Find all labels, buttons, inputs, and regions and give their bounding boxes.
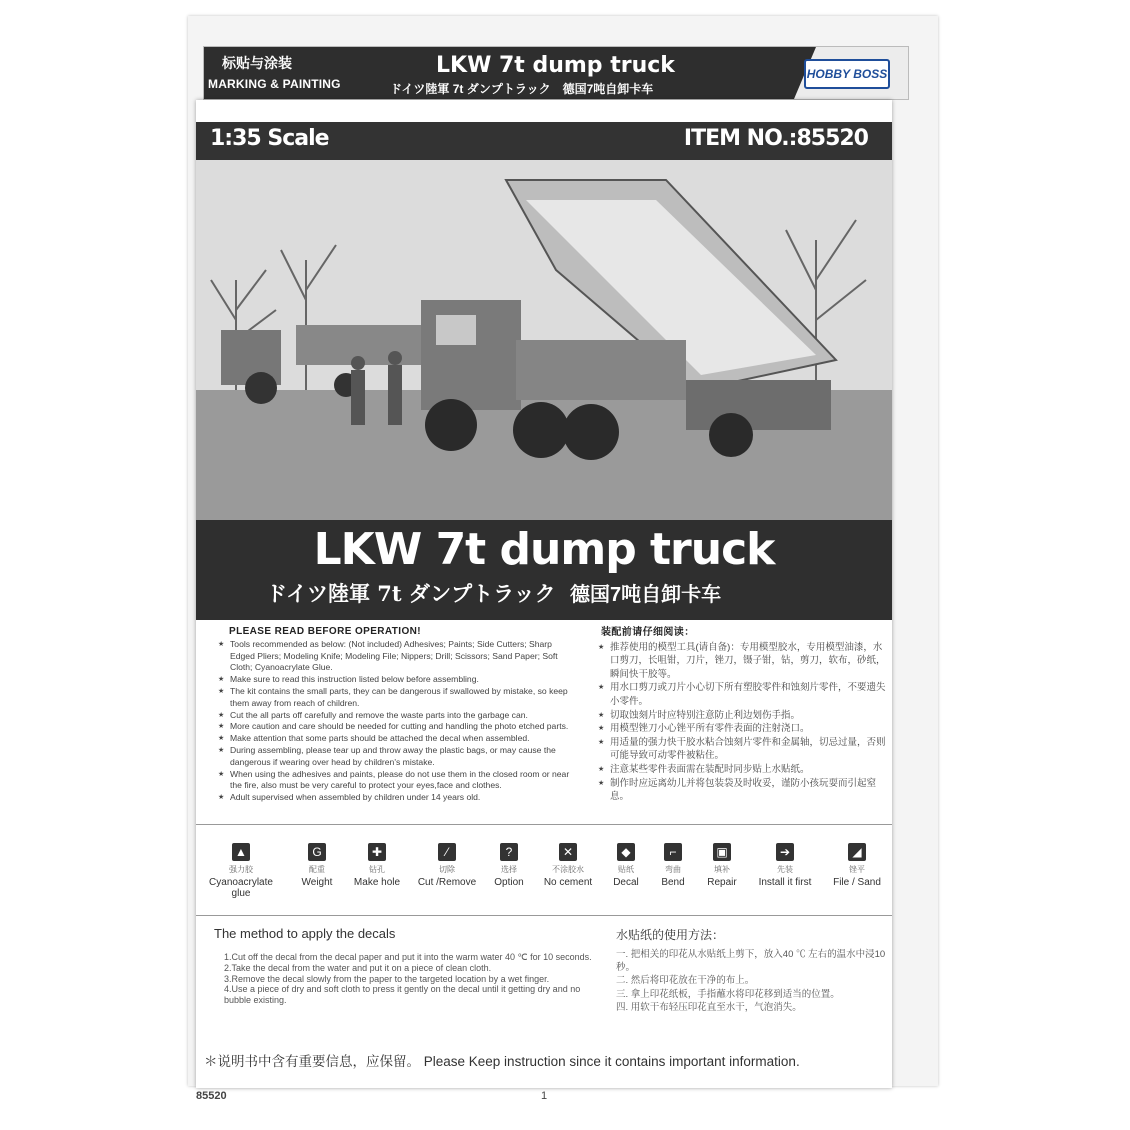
symbol-label-cn: 强力胶 <box>229 865 253 874</box>
symbol-cut-remove <box>412 843 482 888</box>
decal-step-cn: 一. 把相关的印花从水贴纸上剪下，放入40 ℃ 左右的温水中浸10秒。 <box>616 949 886 974</box>
brand-logo: HOBBY BOSS <box>804 59 890 89</box>
scale-bar <box>196 122 892 160</box>
decal-instructions <box>214 926 884 1036</box>
repair-icon: ▣ <box>713 843 731 861</box>
operation-item-cn: ★ 用模型锉刀小心锉平所有零件表面的注射浇口。 <box>596 722 886 736</box>
decal-steps-cn <box>616 948 886 1014</box>
symbol-label-en: Bend <box>661 877 685 888</box>
important-note: ＊说明书中含有重要信息，应保留。 Please Keep instruction since it contains important information. <box>204 1054 800 1069</box>
symbol-label-en: Repair <box>707 877 737 888</box>
subtitle-jp: ドイツ陸軍 7t ダンプトラック <box>266 581 556 606</box>
symbol-label-en: Weight <box>301 877 333 888</box>
symbol-label-en: Install it first <box>758 877 812 888</box>
symbol-repair <box>687 843 757 888</box>
operation-heading-en: PLEASE READ BEFORE OPERATION! <box>229 626 421 637</box>
symbol-label-en: No cement <box>543 877 593 888</box>
symbol-label-en: Make hole <box>353 877 401 888</box>
operation-item: ★ Make attention that some parts should be attached the decal when assembled. <box>216 733 576 745</box>
symbol-label-en: Decal <box>613 877 639 888</box>
operation-item: ★ During assembling, please tear up and throw away the plastic bags, or may cause the dangerous if wearing over head by children's mistake. <box>216 745 576 769</box>
bend-icon: ⌐ <box>664 843 682 861</box>
no-cement-icon: ✕ <box>559 843 577 861</box>
footer-page-number: 1 <box>541 1090 548 1102</box>
option-icon: ? <box>500 843 518 861</box>
decal-step: 1.Cut off the decal from the decal paper and put it into the warm water 40 ℃ for 10 seconds. <box>224 952 592 962</box>
operation-item-cn: ★ 用水口剪刀或刀片小心切下所有塑胶零件和蚀刻片零件，不要遗失小零件。 <box>596 681 886 708</box>
symbol-make-hole <box>342 843 412 888</box>
symbol-label-cn: 钻孔 <box>369 865 385 874</box>
decal-heading-en: The method to apply the decals <box>214 926 396 941</box>
title-band <box>196 520 892 620</box>
symbol-label-cn: 配重 <box>309 865 325 874</box>
decal-step: 3.Remove the decal slowly from the paper to the targeted location by a wet finger. <box>224 973 550 984</box>
weight-icon: G <box>308 843 326 861</box>
symbol-file-sand <box>822 843 892 888</box>
operation-item-cn: ★ 用适量的强力快干胶水粘合蚀刻片零件和金属轴，切忌过量，否则可能导致可动零件被粘住。 <box>596 736 886 763</box>
subtitle-cn: 德国7吨自卸卡车 <box>570 584 722 606</box>
operation-item-cn: ★ 切取蚀刻片时应特别注意防止利边划伤手指。 <box>596 709 886 723</box>
back-title: LKW 7t dump truck <box>436 53 675 78</box>
item-number: ITEM NO.:85520 <box>683 126 868 151</box>
operation-item-cn: ★ 制作时应远离幼儿并将包装袋及时收妥，谨防小孩玩耍而引起窒息。 <box>596 777 886 804</box>
symbol-label-cn: 填补 <box>714 865 730 874</box>
install-first-icon: ➔ <box>776 843 794 861</box>
marking-label-en: MARKING & PAINTING <box>208 77 341 91</box>
glue-bottle-icon: ▲ <box>232 843 250 861</box>
symbol-label-en: Cyanoacrylate glue <box>209 877 273 899</box>
operation-item: ★ When using the adhesives and paints, please do not use them in the closed room or near the fire, also must be very careful to protect your eyes,face and clothes. <box>216 769 576 793</box>
marking-label-cn: 标贴与涂装 <box>222 55 292 71</box>
symbol-label-cn: 贴纸 <box>618 865 634 874</box>
cut-icon: ⁄ <box>438 843 456 861</box>
symbol-install-first <box>750 843 820 888</box>
back-sheet-header <box>203 46 909 100</box>
instruction-page <box>196 100 892 1088</box>
operation-item: ★ Make sure to read this instruction listed below before assembling. <box>216 674 576 686</box>
operation-item-cn: ★ 注意某些零件表面需在装配时同步贴上水贴纸。 <box>596 763 886 777</box>
symbol-cyanoacrylate-glue <box>206 843 276 899</box>
decal-step: 4.Use a piece of dry and soft cloth to press it gently on the decal until it getting dry and no bubble existing. <box>224 984 581 1006</box>
operation-notes <box>216 626 886 826</box>
back-subtitle: ドイツ陸軍 7t ダンプトラック 德国7吨自卸卡车 <box>390 82 654 96</box>
symbol-label-cn: 弯曲 <box>665 865 681 874</box>
decal-icon: ◆ <box>617 843 635 861</box>
operation-heading-cn: 装配前请仔细阅读： <box>601 627 695 638</box>
operation-item-cn: ★ 推荐使用的模型工具(请自备)：专用模型胶水，专用模型油漆，水口剪刀，长咀钳，刀片，锉刀，镊子钳，钻，剪刀，软布，砂纸，瞬间快干胶等。 <box>596 641 886 682</box>
operation-item: ★ The kit contains the small parts, they can be dangerous if swallowed by mistake, so keep them away from reach of children. <box>216 686 576 710</box>
footer-item-code: 85520 <box>196 1090 227 1102</box>
decal-step-cn: 二. 然后将印花放在干净的布上。 <box>616 975 755 987</box>
box-art-illustration <box>196 160 892 520</box>
operation-notes-cn <box>596 626 886 804</box>
operation-item: ★ Tools recommended as below: (Not included) Adhesives; Paints; Side Cutters; Sharp Edged Pliers; Modeling Knife; Modeling File; Nippers; Drill; Scissors; Sand Paper; Soft Cloth; Cyanoacrylate Glue. <box>216 639 576 674</box>
decal-steps-en <box>224 952 594 1006</box>
symbol-label-cn: 切除 <box>439 865 455 874</box>
back-header-band <box>204 47 794 99</box>
decal-heading-cn: 水贴纸的使用方法： <box>616 928 725 942</box>
symbol-legend <box>196 824 892 916</box>
drill-icon: ✚ <box>368 843 386 861</box>
file-sand-icon: ◢ <box>848 843 866 861</box>
operation-item: ★ More caution and care should be needed for cutting and handling the photo etched parts. <box>216 721 576 733</box>
symbol-label-en: Option <box>494 877 524 888</box>
operation-item: ★ Adult supervised when assembled by children under 14 years old. <box>216 792 576 804</box>
symbol-label-cn: 先装 <box>777 865 793 874</box>
decal-step-cn: 三. 拿上印花纸板，手指蘸水将印花移到适当的位置。 <box>616 988 840 1000</box>
symbol-label-en: File / Sand <box>833 877 881 888</box>
decal-step-cn: 四. 用软干布轻压印花直至水干，气泡消失。 <box>616 1001 802 1013</box>
symbol-label-cn: 选择 <box>501 865 517 874</box>
symbol-label-cn: 不涂胶水 <box>552 865 584 874</box>
symbol-label-en: Cut /Remove <box>417 877 477 888</box>
scale-label: 1:35 Scale <box>210 126 329 151</box>
operation-item: ★ Cut the all parts off carefully and remove the waste parts into the garbage can. <box>216 710 576 722</box>
operation-notes-en <box>216 626 576 804</box>
main-title: LKW 7t dump truck <box>313 524 775 575</box>
symbol-label-cn: 锉平 <box>849 865 865 874</box>
decal-step: 2.Take the decal from the water and put it on a piece of clean cloth. <box>224 962 492 973</box>
